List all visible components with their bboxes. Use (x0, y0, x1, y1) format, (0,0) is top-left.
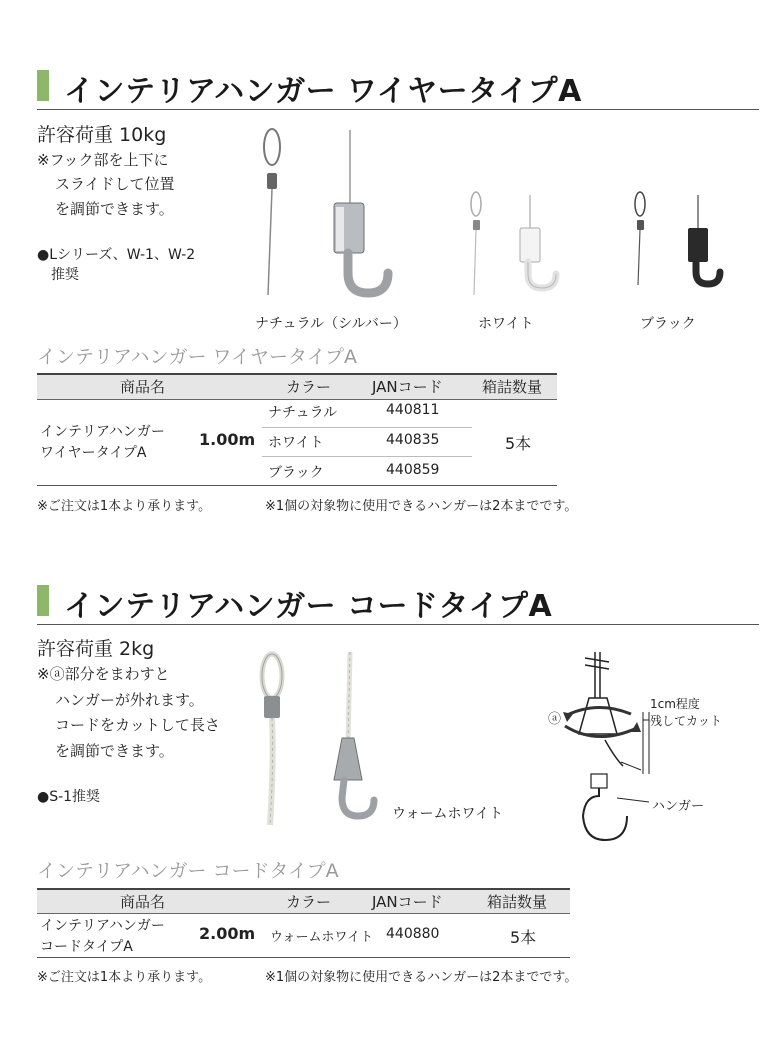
hook-body (520, 228, 540, 262)
section1-note-line1: ※フック部を上下に (37, 151, 169, 169)
table2-qty: 5本 (510, 928, 537, 947)
table1-header-product: 商品名 (120, 378, 166, 396)
table2-header-color: カラー (286, 893, 332, 911)
section1-title-rule (37, 109, 759, 110)
table1-bottom-rule (37, 485, 557, 486)
table2-header-qty: 箱詰数量 (487, 893, 548, 911)
section1-load-capacity: 許容荷重 10kg (37, 124, 167, 146)
diagram-cut-label-line2: 残してカット (650, 714, 722, 728)
section2-note-line1: ※ⓐ部分をまわすと (37, 665, 170, 683)
section2-note-line3: コードをカットして長さ (55, 716, 220, 734)
table2-product-name-line1: インテリアハンガー (40, 918, 165, 934)
table1-row1-jan: 440811 (386, 402, 440, 418)
wire-loop (471, 192, 481, 216)
table1-row3-jan: 440859 (386, 462, 440, 478)
table1-length: 1.00m (199, 430, 256, 449)
table1-row3-color: ブラック (268, 465, 324, 481)
hook-cone (334, 738, 362, 780)
section2-load-capacity: 許容荷重 2kg (37, 638, 155, 660)
wire-hanger-silver-illustration (250, 125, 410, 300)
section2-title-rule (37, 624, 759, 625)
wire-left (474, 230, 476, 295)
section1-title: インテリアハンガー ワイヤータイプA (64, 74, 582, 109)
cord-clamp (264, 696, 280, 718)
wire-ferrule (637, 220, 644, 230)
table2-product-name-line2: コードタイプA (40, 939, 133, 955)
table1-product-name-line2: ワイヤータイプA (40, 445, 147, 461)
section1-footnote-limit: ※1個の対象物に使用できるハンガーは2本までです。 (265, 499, 578, 514)
table1-row1-color: ナチュラル (268, 405, 338, 421)
section2-recommend-bullet: ●S-1推奨 (37, 789, 101, 805)
table1-header-qty: 箱詰数量 (482, 378, 543, 396)
section2-footnote-limit: ※1個の対象物に使用できるハンガーは2本までです。 (265, 970, 578, 985)
diagram-cone (579, 698, 617, 734)
hook-body (688, 228, 708, 262)
section2-table-title: インテリアハンガー コードタイプA (37, 860, 339, 882)
diagram-cut-cord (605, 740, 623, 766)
diagram-hook (583, 788, 627, 840)
section1-caption-natural: ナチュラル（シルバー） (255, 316, 407, 332)
table1-row2-color: ホワイト (268, 435, 324, 451)
table2-length: 2.00m (199, 924, 256, 943)
section2-title: インテリアハンガー コードタイプA (64, 589, 553, 624)
wire-loop (264, 129, 280, 165)
wire-left (268, 189, 272, 295)
table1-row2-jan: 440835 (386, 432, 440, 448)
hook-curve (528, 262, 556, 288)
wire-ferrule (473, 220, 480, 230)
section1-caption-white: ホワイト (478, 316, 534, 332)
section2-footnote-order: ※ご注文は1本より承ります。 (37, 970, 212, 985)
wire-hanger-white-illustration (462, 190, 572, 300)
section1-note-line3: を調節できます。 (55, 200, 174, 218)
table1-row-divider (262, 427, 472, 428)
diagram-cut-label-line1: 1cm程度 (650, 697, 700, 711)
wire-hanger-black-illustration (628, 190, 738, 300)
section2-note-line2: ハンガーが外れます。 (55, 691, 204, 709)
hook-curve (696, 262, 720, 284)
section1-accent-bar (37, 70, 49, 101)
diagram-hanger-pointer (617, 798, 649, 802)
section1-table-title: インテリアハンガー ワイヤータイプA (37, 346, 357, 368)
section1-note-line2: スライドして位置 (55, 175, 175, 193)
section1-recommend-bullet: ●Lシリーズ、W-1、W-2 (37, 247, 196, 263)
table2-bottom-rule (37, 957, 570, 958)
table1-header-color: カラー (286, 378, 332, 396)
table1-qty: 5本 (505, 434, 532, 453)
wire-left (638, 230, 640, 285)
section1-caption-black: ブラック (640, 316, 696, 332)
diagram-mark-a: ⓐ (548, 712, 562, 727)
wire-loop (635, 192, 645, 216)
table1-product-name-line1: インテリアハンガー (40, 424, 165, 440)
table2-jan: 440880 (386, 926, 440, 942)
section2-accent-bar (37, 585, 49, 616)
diagram-screw (591, 774, 607, 788)
section1-footnote-order: ※ご注文は1本より承ります。 (37, 499, 212, 514)
table1-header-jan: JANコード (372, 378, 443, 396)
section2-caption-warm-white: ウォームホワイト (392, 806, 504, 822)
table1-row-divider (262, 456, 472, 457)
table2-color: ウォームホワイト (270, 930, 374, 945)
diagram-hanger-label: ハンガー (652, 799, 705, 814)
hook-curve (342, 780, 374, 816)
cord-hanger-illustration (250, 650, 390, 830)
hook-body-shade (336, 207, 344, 251)
table2-header-product: 商品名 (120, 893, 166, 911)
cord-left (270, 718, 273, 825)
wire-ferrule (267, 173, 277, 189)
cord-cut-diagram (545, 650, 745, 850)
hook-curve (348, 253, 388, 293)
section1-recommend-bullet-cont: 推奨 (51, 267, 79, 283)
table2-header-jan: JANコード (372, 893, 443, 911)
section2-note-line4: を調節できます。 (55, 742, 174, 760)
